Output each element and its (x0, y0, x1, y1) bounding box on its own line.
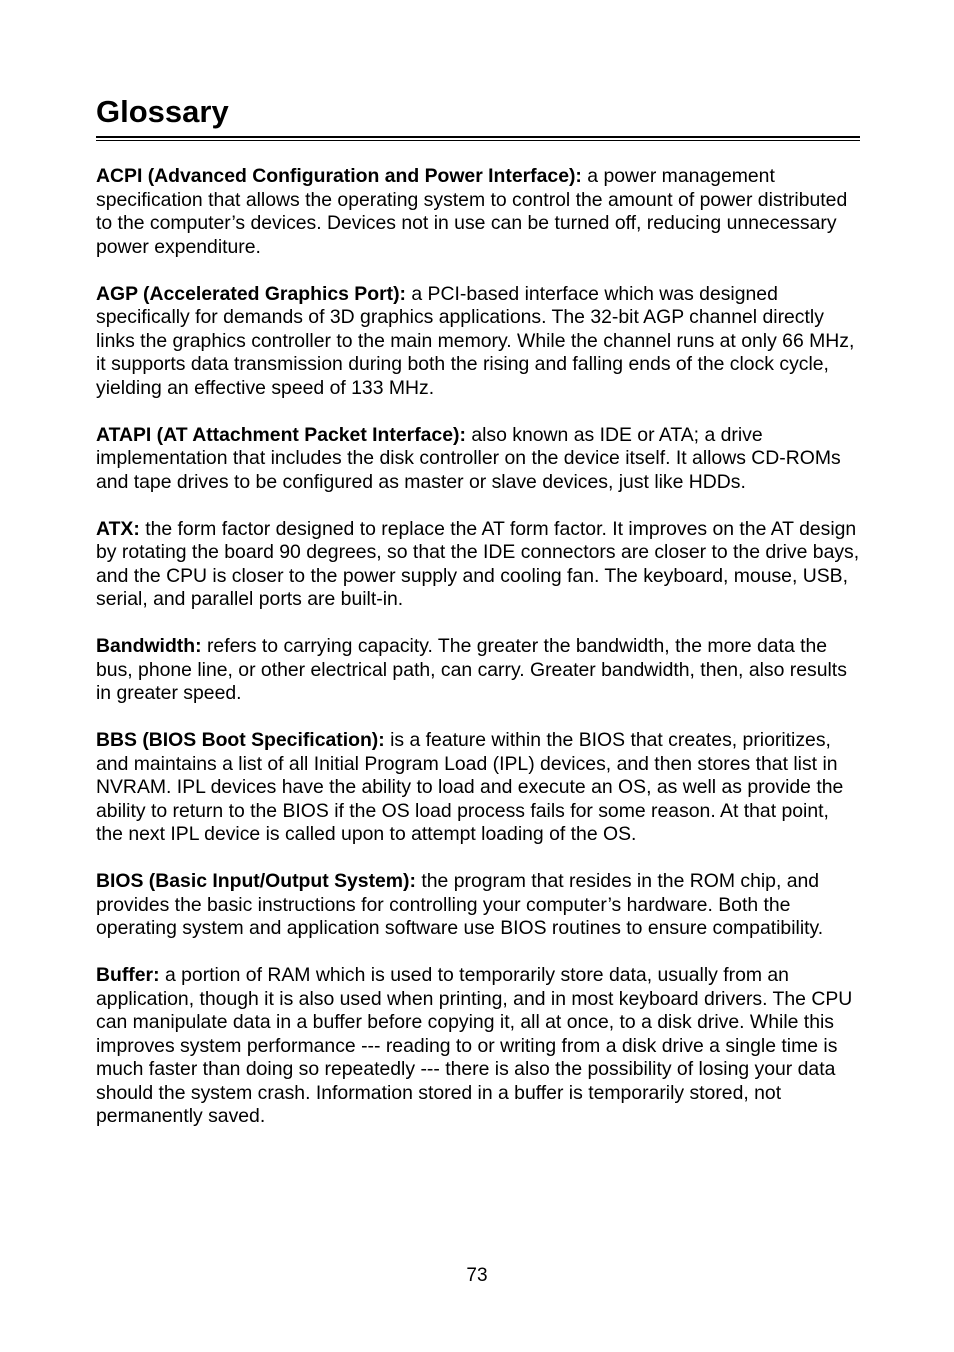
glossary-entry-bandwidth (96, 635, 860, 706)
title-divider (96, 136, 860, 141)
glossary-term: ATX: (96, 517, 140, 540)
glossary-term: Buffer: (96, 964, 160, 986)
glossary-entry-acpi (96, 165, 860, 259)
glossary-term: BBS (BIOS Boot Specification): (96, 729, 385, 751)
glossary-entry-bbs (96, 729, 860, 847)
glossary-term: ACPI (Advanced Configuration and Power Interface): (96, 165, 582, 187)
glossary-definition: refers to carrying capacity. The greater the bandwidth, the more data the bus, phone line, or other electrical path, can carry. Greater bandwidth, then, also results in greater speed. (96, 635, 847, 704)
glossary-term: AGP (Accelerated Graphics Port): (96, 282, 406, 305)
glossary-definition: also known as IDE or ATA; a drive implementation that includes the disk controller on the device itself. It allows CD-ROMs and tape drives to be configured as master or slave devices, just like HDDs. (96, 423, 841, 493)
glossary-entry-agp (96, 283, 860, 401)
glossary-entry-atx (96, 518, 860, 612)
glossary-entry-atapi (96, 424, 860, 495)
document-page (96, 92, 860, 1152)
glossary-list (96, 165, 860, 1129)
glossary-definition: a PCI-based interface which was designed specifically for demands of 3D graphics applications. The 32-bit AGP channel directly links the graphics controller to the main memory. While the channel runs at only 66 MHz, it supports data transmission during both the rising and falling ends of the clock cycle, yielding an effective speed of 133 MHz. (96, 282, 855, 399)
glossary-term: BIOS (Basic Input/Output System): (96, 870, 416, 892)
glossary-definition: the program that resides in the ROM chip, and provides the basic instructions for controlling your computer’s hardware. Both the operating system and application software use BIOS routines to ensure compatibility. (96, 870, 824, 939)
glossary-definition: a power management specification that allows the operating system to control the amount of power distributed to the computer’s devices. Devices not in use can be turned off, reducing unnecessary power expenditure. (96, 165, 848, 258)
glossary-entry-bios (96, 870, 860, 941)
page-number: 73 (466, 1265, 488, 1286)
page-title: Glossary (96, 94, 229, 129)
glossary-definition: is a feature within the BIOS that creates, prioritizes, and maintains a list of all Initial Program Load (IPL) devices, and then stores that list in NVRAM. IPL devices have the ability to load and execute an OS, as well as provide the ability to return to the BIOS if the OS load process fails for some reason. At that point, the next IPL device is called upon to attempt loading of the OS. (96, 729, 844, 845)
glossary-definition: the form factor designed to replace the AT form factor. It improves on the AT design by rotating the board 90 degrees, so that the IDE connectors are closer to the drive bays, and the CPU is closer to the power supply and cooling fan. The keyboard, mouse, USB, serial, and parallel ports are built-in. (96, 517, 860, 610)
glossary-definition: a portion of RAM which is used to temporarily store data, usually from an application, though it is also used when printing, and in most keyboard drivers. The CPU can manipulate data in a buffer before copying it, all at once, to a disk drive. While this improves system performance --- reading to or writing from a disk drive a single time is much faster than doing so repeatedly --- there is also the possibility of losing your data should the system crash. Information stored in a buffer is temporarily stored, not permanently saved. (96, 964, 853, 1127)
glossary-term: Bandwidth: (96, 635, 202, 657)
glossary-term: ATAPI (AT Attachment Packet Interface): (96, 423, 466, 446)
glossary-entry-buffer (96, 964, 860, 1129)
